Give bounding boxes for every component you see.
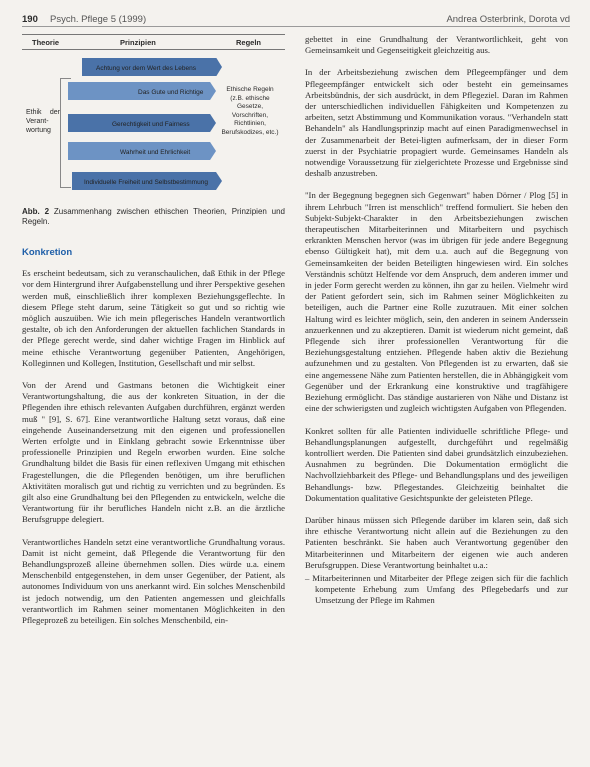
running-authors: Andrea Osterbrink, Dorota vd xyxy=(446,14,570,25)
right-paragraph-2: In der Arbeitsbeziehung zwischen dem Pflegeempfänger und dem Pflegeempfänger entwickelt sich oder besteht ein gemeinsames Arbeitsbündnis, der sich ausdrückt, in dem Pflegeziel. Daran im Rahmen der unterschiedlichen individuellen Fähigkeiten und Kompetenzen zu arbeiten, setzt Abstimmung und Kommunikation voraus. "Verhandeln statt Behandeln" als Handlungsprinzip macht auf einen Paradigmenwechsel in der Zusammenarbeit der Betei-ligten aufmerksam, der in dieser Form zuerst in der Psychiatrie propagiert wurde. Gemeinsames Handeln als notwendige Voraussetzung für zielgerichtete Prozesse und Ergebnisse sind deshalb anzustreben. xyxy=(305,67,568,179)
principle-label-4: Wahrheit und Ehrlichkeit xyxy=(120,149,191,156)
left-paragraph-2: Von der Arend und Gastmans betonen die Wichtigkeit einer Verantwortungshaltung, die aus der konkreten Situation, in der die Pflegenden ihre ethisch relevanten Aufgaben durchführen, ergänzt werden muß " [9], S. 67]. Eine verantwortliche Haltung setzt voraus, daß eine eingehende Auseinandersetzung mit den eigenen und professionellen Werten erfolgte und in Einklang gebracht sowie Erkenntnisse über professionelle Prinzipien und Regeln erworben wurden. Eine solche Grundhaltung bildet die Basis für einen reflexiven Umgang mit ethischen Fragestellungen, die die Pflegenden benötigen, um ihre beruflichen Aktivitäten moralisch gut und richtig zu verrichten und zu begründen. Es gilt also eine Grundhaltung bei den Pflegenden zu entwickeln, welche die Verantwortung für ihr berufliches Handeln nicht z.B. an die ärztliche Berufsgruppe delegiert. xyxy=(22,380,285,525)
figure-rules-text: Ethische Regeln (z.B. ethische Gesetze, Vorschriften, Richtlinien, Berufskodizes, etc.) xyxy=(221,86,279,136)
right-paragraph-3: "In der Begegnung begegnen sich Gegenwart" haben Dörner / Plog [5] in ihrem Lehrbuch "Irren ist menschlich" treffend formuliert. Sie heben den Subjekt-Subjekt-Charakter in den Arbeitsbeziehungen zwischen therapeutischen Mitarbeiterinnen und Mitarbeitern und psychisch erkrankten Menschen hervor (was im übrigen für jede andere Begegnung ebenso Gültigkeit hat), mit dem u.a. auch auf die Begegnung von Gemeinsamkeiten der beiden Beteiligten hingewiesen wird. Ein solches Verständnis schützt Helfende vor dem Anspruch, dem anderen immer und in jeder Form gerecht werden zu können, ihn gar zu heilen. Vielmehr wird der Patient gefordert sein, sich im Rahmen seiner Möglichkeiten zu beteiligen, auch die Partner eine Rolle zuzutrauen. Mit einer solchen Haltung wird es leichter möglich, sein, den anderen in seinem Anderssein anzuerkennen und zu akzeptieren. Damit ist wiederum nicht gemeint, daß Pflegende sich ihrer professionellen Verantwortung für die Beziehungsgestaltung entziehen. Pflegende haben aktiv die Beziehung aufzunehmen und zu gestalten. Von Pflegenden ist zu erwarten, daß sie eine angemessene Nähe zum Patienten herstellen, die in Abhängigkeit vom Gegenüber und der Erkrankung eine konstruktive und tragfähigere Beziehung ermöglicht. Das ständige austarieren von Nähe und Distanz ist eine der schwierigsten und zugleich wichtigsten Aufgaben von Pflegenden. xyxy=(305,190,568,414)
figure-ethik-label: Ethik der Verant-wortung xyxy=(26,109,60,134)
caption-label: Abb. 2 xyxy=(22,207,50,216)
bullet-item-1: – Mitarbeiterinnen und Mitarbeiter der Pflege zeigen sich für die fachlich kompetente Erhebung zum Umfang des Pflegebedarfs und zur Umsetzung der Pflege im Rahmen xyxy=(305,572,568,606)
figure-col-theorie: Theorie xyxy=(32,38,60,47)
figure-col-prinzipien: Prinzipien xyxy=(120,38,156,47)
right-paragraph-1: gebettet in eine Grundhaltung der Verantwortlichkeit, geht von Gemeinsamkeit und Gegenseitigkeit gleichzeitig aus. xyxy=(305,34,568,56)
left-column xyxy=(22,34,285,637)
figure-col-regeln: Regeln xyxy=(236,38,262,47)
left-paragraph-1: Es erscheint bedeutsam, sich zu veranschaulichen, daß Ethik in der Pflege vor dem Hintergrund ihrer Aufgabenstellung und ihrer Perspektive gesehen werden muß, einschließlich ihrer komplexen Beziehungsgeflechte. In diesem Pflege steht darum, seine Tätigkeit so gut und so richtig wie möglich auszuüben. Wie ich mein pflegerisches Handeln verantwortlich gestalte, ob ich den Anforderungen der aktuellen fachlichen Standards in der Pflege gerecht werde, sind daher wichtige Fragen im Hinblick auf meine ethische Verantwortung gegenüber Patienten, Angehörigen, Kolleginnen und Kollegen, Institution, Gesellschaft und mir selbst. xyxy=(22,268,285,368)
journal-citation: Psych. Pflege 5 (1999) xyxy=(50,14,147,25)
principle-label-1: Achtung vor dem Wert des Lebens xyxy=(96,65,196,72)
caption-text: Zusammenhang zwischen ethischen Theorien, Prinzipien und Regeln. xyxy=(22,207,285,226)
running-header xyxy=(22,14,570,27)
figure-header-row xyxy=(22,34,285,50)
right-paragraph-4: Konkret sollten für alle Patienten individuelle schriftliche Pflege- und Behandlungsplanungen aufgestellt, durchgeführt und regelmäßig kontrolliert werden. Die Patienten sind dabei grundsätzlich einzubeziehen. Ausnahmen zu begründen. Die Dokumentation ermöglicht die Nachvollziehbarkeit des Pflege- und Behandlungsplans und des jeweiligen Behandlungs- bzw. Pflegestandes. Gleichzeitig beinhaltet die Dokumentation qualitative Gesichtspunkte der geleisteten Pflege. xyxy=(305,425,568,503)
page-number: 190 xyxy=(22,14,38,25)
principle-label-3: Gerechtigkeit und Fairness xyxy=(112,121,190,128)
right-paragraph-5: Darüber hinaus müssen sich Pflegende darüber im klaren sein, daß sich ihre ethische Verantwortung nicht allein auf die Beziehungen zu den Patienten beschränkt. Sie haben auch Verantwortung gegenüber den Mitarbeiterinnen und Mitarbeitern der eigenen wie auch anderen Berufsgruppen. Diese Verantwortung beinhaltet u.a.: xyxy=(305,514,568,570)
figure-ethics-diagram xyxy=(22,34,285,201)
left-paragraph-3: Verantwortliches Handeln setzt eine verantwortliche Grundhaltung voraus. Damit ist nicht gemeint, daß Pflegende die Verantwortung für den Behandlungsprozeß alleine übernehmen sollen. Dies würde u.a. einem Menschenbild entgegenstehen, in dem unser Gegenüber, der Patient, als autonomes Individuum von uns anerkannt wird. Ein solches Menschenbild ist jedoch notwendig, um den Patienten angemessen und gleichfalls verantwortlich im Rahmen seiner momentanen Möglichkeiten in den Pflegeprozeß zu beteiligen. Ein solches Menschenbild, ein- xyxy=(22,536,285,626)
right-column xyxy=(305,34,568,618)
figure-caption xyxy=(22,207,285,227)
principle-label-2: Das Gute und Richtige xyxy=(138,89,204,96)
principle-label-5: Individuelle Freiheit und Selbstbestimmung xyxy=(84,179,208,186)
section-heading: Konkretion xyxy=(22,247,73,258)
